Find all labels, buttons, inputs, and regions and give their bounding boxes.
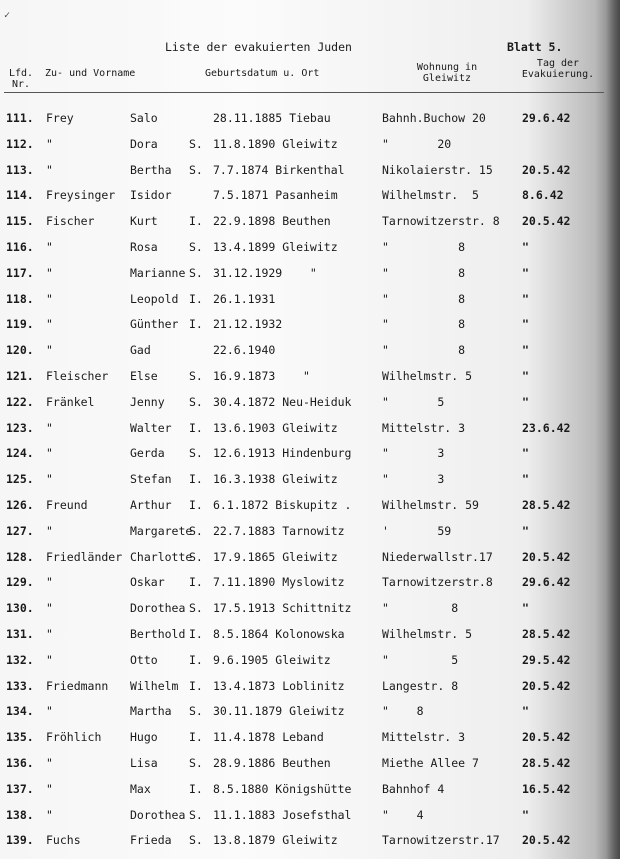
cell-date: " — [522, 704, 529, 719]
cell-sex: I. — [189, 214, 203, 229]
cell-date: " — [522, 291, 529, 306]
cell-first: Gad — [130, 343, 151, 358]
cell-address: Tarnowitzerstr.17 — [382, 833, 500, 848]
table-row — [0, 550, 620, 566]
cell-sex: S. — [189, 756, 203, 770]
cell-nr: 135. — [6, 730, 34, 745]
cell-birth: 13.6.1903 Gleiwitz — [213, 420, 338, 435]
cell-surname: " — [46, 136, 53, 151]
cell-first: Arthur — [130, 498, 172, 512]
cell-first: Lisa — [130, 756, 158, 770]
cell-first: Salo — [130, 111, 158, 125]
cell-sex: I. — [189, 652, 203, 667]
cell-surname: Fröhlich — [46, 730, 102, 745]
cell-surname: " — [46, 652, 53, 667]
cell-address: " 5 — [382, 394, 445, 409]
cell-surname: " — [46, 807, 53, 822]
table-row — [0, 472, 620, 488]
cell-surname: " — [46, 472, 53, 487]
cell-address: Wilhelmstr. 59 — [382, 498, 479, 512]
cell-sex: I. — [189, 678, 203, 693]
cell-nr: 120. — [6, 343, 34, 358]
cell-surname: " — [46, 627, 53, 641]
cell-date: 29.6.42 — [522, 575, 571, 590]
cell-surname: Freund — [46, 498, 88, 512]
cell-address: Mittelstr. 3 — [382, 420, 466, 435]
header-birth: Geburtsdatum u. Ort — [205, 68, 320, 79]
cell-nr: 126. — [6, 498, 34, 512]
cell-first: Marianne — [130, 265, 186, 280]
cell-address: Langestr. 8 — [382, 678, 459, 693]
table-row — [0, 704, 620, 720]
header-name: Zu- und Vorname — [45, 68, 136, 79]
cell-sex: S. — [189, 704, 203, 719]
cell-first: Otto — [130, 652, 158, 667]
table-row — [0, 446, 620, 462]
cell-nr: 133. — [6, 678, 34, 693]
cell-birth: 6.1.1872 Biskupitz . — [213, 498, 352, 512]
cell-birth: 30.11.1879 Gleiwitz — [213, 704, 345, 719]
cell-first: Max — [130, 781, 151, 796]
cell-surname: Friedländer — [46, 549, 123, 564]
cell-first: Bertha — [130, 162, 172, 177]
cell-nr: 112. — [6, 136, 34, 151]
cell-birth: 26.1.1931 — [213, 291, 276, 306]
table-row — [0, 575, 620, 591]
cell-nr: 131. — [6, 627, 34, 641]
cell-surname: " — [46, 265, 53, 280]
cell-birth: 17.5.1913 Schittnitz — [213, 601, 352, 616]
table-row — [0, 627, 620, 643]
cell-nr: 115. — [6, 214, 34, 229]
cell-surname: " — [46, 343, 53, 358]
cell-address: Wilhelmstr. 5 — [382, 627, 473, 641]
cell-date: " — [522, 446, 529, 461]
cell-date: 23.6.42 — [522, 420, 571, 435]
cell-sex: S. — [189, 549, 203, 564]
table-row — [0, 730, 620, 746]
table-row — [0, 756, 620, 772]
cell-first: Walter — [130, 420, 172, 435]
cell-surname: Fleischer — [46, 369, 109, 383]
cell-nr: 137. — [6, 781, 34, 796]
cell-surname: " — [46, 756, 53, 770]
cell-first: Jenny — [130, 394, 165, 409]
cell-birth: 7.11.1890 Myslowitz — [213, 575, 345, 590]
table-row — [0, 808, 620, 824]
cell-address: " 3 — [382, 446, 445, 461]
cell-sex: S. — [189, 446, 203, 461]
cell-date: " — [522, 369, 529, 383]
cell-address: " 8 — [382, 291, 466, 306]
header-lfd-nr — [4, 68, 38, 90]
cell-nr: 132. — [6, 652, 34, 667]
cell-first: Dorothea — [130, 807, 186, 822]
cell-date: " — [522, 807, 529, 822]
cell-address: Mittelstr. 3 — [382, 730, 466, 745]
cell-birth: 16.3.1938 Gleiwitz — [213, 472, 338, 487]
cell-date: 28.5.42 — [522, 498, 571, 512]
cell-surname: Frey — [46, 111, 74, 125]
cell-first: Margarete — [130, 523, 193, 538]
cell-first: Isidor — [130, 188, 172, 203]
table-row — [0, 214, 620, 230]
cell-first: Berthold — [130, 627, 186, 641]
corner-check-mark: ✓ — [4, 10, 11, 21]
cell-nr: 117. — [6, 265, 34, 280]
cell-birth: 11.1.1883 Josefsthal — [213, 807, 352, 822]
table-row — [0, 317, 620, 333]
cell-nr: 121. — [6, 369, 34, 383]
cell-first: Oskar — [130, 575, 165, 590]
cell-surname: " — [46, 420, 53, 435]
cell-date: 28.5.42 — [522, 756, 571, 770]
table-row — [0, 524, 620, 540]
cell-birth: 22.9.1898 Beuthen — [213, 214, 331, 229]
cell-address: " 20 — [382, 136, 452, 151]
cell-date: 29.6.42 — [522, 111, 571, 125]
cell-birth: 31.12.1929 " — [213, 265, 317, 280]
cell-date: " — [522, 472, 529, 487]
cell-birth: 28.11.1885 Tiebau — [213, 111, 331, 125]
cell-surname: Friedmann — [46, 678, 109, 693]
cell-birth: 22.7.1883 Tarnowitz — [213, 523, 345, 538]
cell-address: Wilhelmstr. 5 — [382, 188, 479, 203]
cell-birth: 30.4.1872 Neu-Heiduk — [213, 394, 352, 409]
cell-nr: 134. — [6, 704, 34, 719]
cell-address: " 8 — [382, 317, 466, 332]
table-row — [0, 163, 620, 179]
cell-address: Wilhelmstr. 5 — [382, 369, 473, 383]
cell-sex: I. — [189, 730, 203, 745]
cell-sex: S. — [189, 833, 203, 848]
cell-date: 8.6.42 — [522, 188, 564, 203]
cell-address: " 8 — [382, 240, 466, 254]
cell-birth: 13.8.1879 Gleiwitz — [213, 833, 338, 848]
table-row — [0, 188, 620, 204]
cell-nr: 130. — [6, 601, 34, 616]
cell-date: 20.5.42 — [522, 214, 571, 229]
cell-sex: I. — [189, 575, 203, 590]
cell-address: ' 59 — [382, 523, 452, 538]
cell-sex: S. — [189, 601, 203, 616]
cell-sex: I. — [189, 472, 203, 487]
cell-first: Frieda — [130, 833, 172, 848]
cell-surname: " — [46, 781, 53, 796]
cell-sex: S. — [189, 265, 203, 280]
cell-date: 16.5.42 — [522, 781, 571, 796]
table-row — [0, 111, 620, 127]
cell-address: Niederwallstr.17 — [382, 549, 493, 564]
cell-sex: I. — [189, 627, 203, 641]
table-row — [0, 369, 620, 385]
document-title: Liste der evakuierten Juden — [165, 40, 352, 54]
cell-nr: 114. — [6, 188, 34, 203]
cell-nr: 129. — [6, 575, 34, 590]
cell-date: " — [522, 394, 529, 409]
header-evacuation-line1: Tag der — [536, 58, 580, 69]
cell-birth: 8.5.1864 Kolonowska — [213, 627, 345, 641]
cell-nr: 139. — [6, 833, 34, 848]
cell-birth: 13.4.1873 Loblinitz — [213, 678, 345, 693]
sheet-number: Blatt 5. — [507, 40, 563, 54]
cell-date: " — [522, 343, 529, 358]
cell-address: " 8 — [382, 343, 466, 358]
cell-first: Kurt — [130, 214, 158, 229]
cell-birth: 9.6.1905 Gleiwitz — [213, 652, 331, 667]
cell-birth: 16.9.1873 " — [213, 369, 310, 383]
cell-date: " — [522, 523, 529, 538]
table-row — [0, 240, 620, 256]
cell-birth: 17.9.1865 Gleiwitz — [213, 549, 338, 564]
cell-address: " 8 — [382, 704, 424, 719]
cell-birth: 7.5.1871 Pasanheim — [213, 188, 338, 203]
cell-sex: I. — [189, 498, 203, 512]
cell-first: Rosa — [130, 240, 158, 254]
cell-nr: 118. — [6, 291, 34, 306]
cell-first: Wilhelm — [130, 678, 179, 693]
table-row — [0, 782, 620, 798]
cell-date: " — [522, 601, 529, 616]
cell-nr: 111. — [6, 111, 34, 125]
cell-first: Dorothea — [130, 601, 186, 616]
table-row — [0, 653, 620, 669]
cell-address: Tarnowitzerstr. 8 — [382, 214, 500, 229]
cell-surname: " — [46, 704, 53, 719]
cell-first: Stefan — [130, 472, 172, 487]
cell-first: Martha — [130, 704, 172, 719]
table-row — [0, 833, 620, 849]
cell-birth: 8.5.1880 Königshütte — [213, 781, 352, 796]
cell-nr: 124. — [6, 446, 34, 461]
cell-sex: S. — [189, 240, 203, 254]
cell-birth: 11.4.1878 Leband — [213, 730, 324, 745]
cell-surname: " — [46, 601, 53, 616]
cell-nr: 113. — [6, 162, 34, 177]
header-evacuation-line2: Evakuierung. — [521, 69, 595, 80]
table-row — [0, 498, 620, 514]
cell-address: " 3 — [382, 472, 445, 487]
cell-nr: 116. — [6, 240, 34, 254]
table-row — [0, 343, 620, 359]
cell-date: " — [522, 240, 529, 254]
cell-first: Günther — [130, 317, 179, 332]
cell-sex: I. — [189, 291, 203, 306]
cell-surname: " — [46, 446, 53, 461]
cell-nr: 138. — [6, 807, 34, 822]
table-row — [0, 679, 620, 695]
header-lfd-line2: Nr. — [11, 79, 31, 90]
cell-address: " 5 — [382, 652, 459, 667]
cell-surname: Fischer — [46, 214, 95, 229]
cell-first: Charlotte — [130, 549, 193, 564]
cell-sex: S. — [189, 369, 203, 383]
cell-nr: 136. — [6, 756, 34, 770]
cell-surname: Fränkel — [46, 394, 95, 409]
cell-sex: S. — [189, 807, 203, 822]
cell-address: Bahnhof 4 — [382, 781, 445, 796]
cell-date: 20.5.42 — [522, 549, 571, 564]
cell-birth: 12.6.1913 Hindenburg — [213, 446, 352, 461]
cell-date: 28.5.42 — [522, 627, 571, 641]
cell-birth: 13.4.1899 Gleiwitz — [213, 240, 338, 254]
header-evacuation — [516, 58, 600, 80]
cell-surname: Fuchs — [46, 833, 81, 848]
cell-birth: 11.8.1890 Gleiwitz — [213, 136, 338, 151]
header-residence-line1: Wohnung in — [416, 62, 478, 73]
cell-sex: I. — [189, 420, 203, 435]
cell-surname: " — [46, 317, 53, 332]
cell-sex: S. — [189, 162, 203, 177]
cell-surname: " — [46, 291, 53, 306]
header-residence-line2: Gleiwitz — [422, 73, 472, 84]
cell-address: " 4 — [382, 807, 424, 822]
cell-address: " 8 — [382, 265, 466, 280]
cell-sex: S. — [189, 394, 203, 409]
cell-first: Leopold — [130, 291, 179, 306]
cell-surname: " — [46, 575, 53, 590]
cell-date: 29.5.42 — [522, 652, 571, 667]
cell-first: Dora — [130, 136, 158, 151]
cell-address: Nikolaierstr. 15 — [382, 162, 493, 177]
cell-nr: 123. — [6, 420, 34, 435]
cell-nr: 119. — [6, 317, 34, 332]
cell-date: " — [522, 317, 529, 332]
cell-address: Bahnh.Buchow 20 — [382, 111, 486, 125]
cell-sex: S. — [189, 136, 203, 151]
cell-birth: 28.9.1886 Beuthen — [213, 756, 331, 770]
cell-first: Hugo — [130, 730, 158, 745]
cell-surname: " — [46, 240, 53, 254]
cell-nr: 127. — [6, 523, 34, 538]
cell-date: 20.5.42 — [522, 730, 571, 745]
cell-surname: Freysinger — [46, 188, 116, 203]
cell-address: " 8 — [382, 601, 459, 616]
header-residence — [384, 62, 510, 84]
cell-date: 20.5.42 — [522, 162, 571, 177]
cell-nr: 125. — [6, 472, 34, 487]
cell-date: 20.5.42 — [522, 833, 571, 848]
table-row — [0, 292, 620, 308]
table-row — [0, 601, 620, 617]
cell-surname: " — [46, 162, 53, 177]
cell-address: Miethe Allee 7 — [382, 756, 479, 770]
cell-sex: S. — [189, 523, 203, 538]
table-row — [0, 421, 620, 437]
cell-sex: I. — [189, 317, 203, 332]
cell-birth: 21.12.1932 — [213, 317, 283, 332]
cell-nr: 128. — [6, 549, 34, 564]
table-row — [0, 395, 620, 411]
cell-date: " — [522, 265, 529, 280]
cell-nr: 122. — [6, 394, 34, 409]
cell-surname: " — [46, 523, 53, 538]
cell-date: 20.5.42 — [522, 678, 571, 693]
cell-birth: 22.6.1940 — [213, 343, 276, 358]
header-lfd-line1: Lfd. — [8, 68, 34, 79]
table-row — [0, 137, 620, 153]
cell-first: Else — [130, 369, 158, 383]
cell-sex: I. — [189, 781, 203, 796]
header-rule — [4, 92, 604, 93]
cell-first: Gerda — [130, 446, 165, 461]
cell-birth: 7.7.1874 Birkenthal — [213, 162, 345, 177]
table-row — [0, 266, 620, 282]
cell-address: Tarnowitzerstr.8 — [382, 575, 493, 590]
